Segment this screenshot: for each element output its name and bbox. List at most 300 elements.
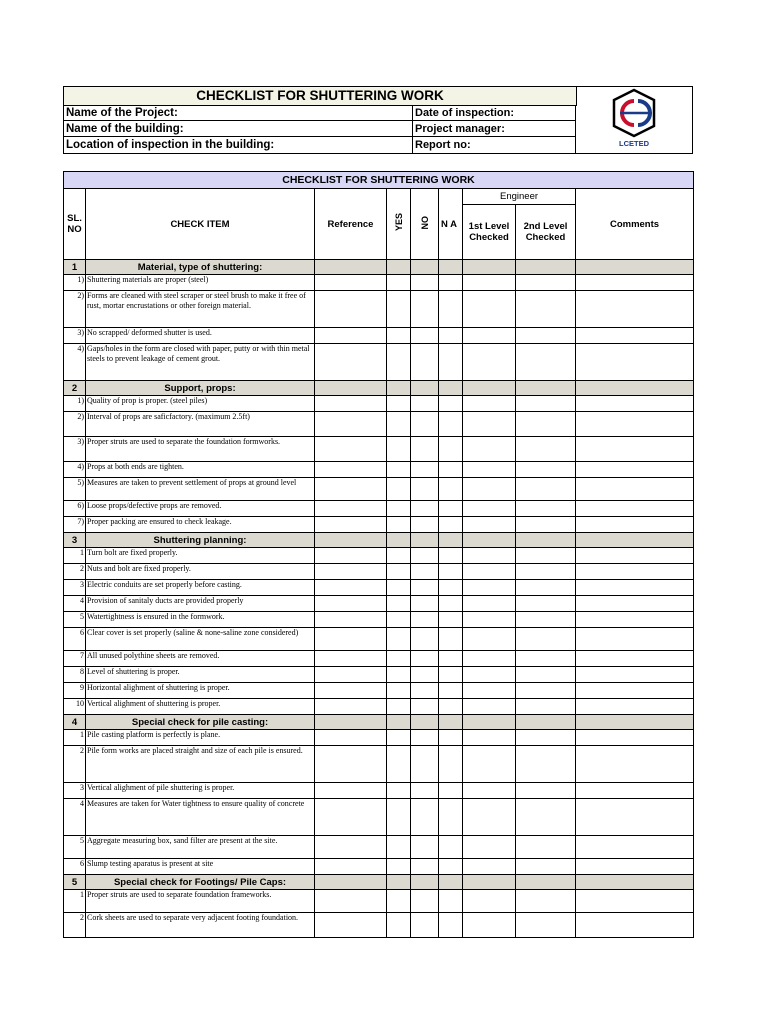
second-level-cell[interactable] bbox=[516, 836, 576, 859]
comments-cell[interactable] bbox=[576, 412, 694, 437]
section-row bbox=[64, 533, 694, 548]
no-cell[interactable] bbox=[411, 730, 439, 746]
reference-cell[interactable] bbox=[315, 667, 387, 683]
checklist-row bbox=[64, 412, 694, 437]
reference-cell[interactable] bbox=[315, 396, 387, 412]
comments-cell[interactable] bbox=[576, 730, 694, 746]
checklist-row bbox=[64, 437, 694, 462]
comments-cell[interactable] bbox=[576, 291, 694, 328]
na-cell[interactable] bbox=[439, 548, 463, 564]
check-item-text: Cork sheets are used to separate very adjacent footing foundation. bbox=[86, 913, 315, 938]
second-level-cell[interactable] bbox=[516, 437, 576, 462]
section-blank-cell bbox=[463, 533, 516, 548]
no-cell[interactable] bbox=[411, 275, 439, 291]
header-row-location bbox=[64, 137, 576, 153]
first-level-cell[interactable] bbox=[463, 291, 516, 328]
item-number: 7) bbox=[64, 517, 86, 533]
reference-cell[interactable] bbox=[315, 890, 387, 913]
section-blank-cell bbox=[411, 381, 439, 396]
reference-cell[interactable] bbox=[315, 683, 387, 699]
checklist-row bbox=[64, 799, 694, 836]
comments-cell[interactable] bbox=[576, 344, 694, 381]
second-level-cell[interactable] bbox=[516, 746, 576, 783]
comments-cell[interactable] bbox=[576, 699, 694, 715]
first-level-cell[interactable] bbox=[463, 564, 516, 580]
checklist-row bbox=[64, 859, 694, 875]
section-blank-cell bbox=[576, 381, 694, 396]
checklist-row bbox=[64, 667, 694, 683]
checklist-row bbox=[64, 612, 694, 628]
na-cell[interactable] bbox=[439, 564, 463, 580]
no-cell[interactable] bbox=[411, 396, 439, 412]
comments-cell[interactable] bbox=[576, 564, 694, 580]
comments-cell[interactable] bbox=[576, 890, 694, 913]
comments-cell[interactable] bbox=[576, 517, 694, 533]
item-number: 6) bbox=[64, 501, 86, 517]
reference-cell[interactable] bbox=[315, 291, 387, 328]
check-item-text: Shuttering materials are proper (steel) bbox=[86, 275, 315, 291]
no-cell[interactable] bbox=[411, 501, 439, 517]
reference-cell[interactable] bbox=[315, 501, 387, 517]
first-level-cell[interactable] bbox=[463, 783, 516, 799]
comments-cell[interactable] bbox=[576, 628, 694, 651]
reference-cell[interactable] bbox=[315, 462, 387, 478]
na-cell[interactable] bbox=[439, 275, 463, 291]
yes-cell[interactable] bbox=[387, 564, 411, 580]
yes-cell[interactable] bbox=[387, 291, 411, 328]
yes-cell[interactable] bbox=[387, 344, 411, 381]
col-first-level: 1st Level Checked bbox=[463, 205, 516, 260]
col-second-level: 2nd Level Checked bbox=[516, 205, 576, 260]
col-yes-label: YES bbox=[393, 213, 404, 232]
section-row bbox=[64, 715, 694, 730]
first-level-cell[interactable] bbox=[463, 548, 516, 564]
second-level-cell[interactable] bbox=[516, 799, 576, 836]
check-item-text: Pile casting platform is perfectly is plane. bbox=[86, 730, 315, 746]
section-blank-cell bbox=[463, 875, 516, 890]
second-level-cell[interactable] bbox=[516, 612, 576, 628]
yes-cell[interactable] bbox=[387, 683, 411, 699]
check-item-text: Proper packing are ensured to check leakage. bbox=[86, 517, 315, 533]
yes-cell[interactable] bbox=[387, 859, 411, 875]
yes-cell[interactable] bbox=[387, 478, 411, 501]
yes-cell[interactable] bbox=[387, 462, 411, 478]
col-na: N A bbox=[439, 189, 463, 260]
yes-cell[interactable] bbox=[387, 730, 411, 746]
item-number: 4 bbox=[64, 799, 86, 836]
col-engineer: Engineer bbox=[463, 189, 576, 205]
first-level-cell[interactable] bbox=[463, 437, 516, 462]
comments-cell[interactable] bbox=[576, 580, 694, 596]
reference-cell[interactable] bbox=[315, 628, 387, 651]
first-level-cell[interactable] bbox=[463, 328, 516, 344]
reference-cell[interactable] bbox=[315, 612, 387, 628]
first-level-cell[interactable] bbox=[463, 517, 516, 533]
second-level-cell[interactable] bbox=[516, 890, 576, 913]
yes-cell[interactable] bbox=[387, 437, 411, 462]
item-number: 4) bbox=[64, 344, 86, 381]
no-cell[interactable] bbox=[411, 783, 439, 799]
section-number: 2 bbox=[64, 381, 86, 396]
item-number: 3 bbox=[64, 783, 86, 799]
na-cell[interactable] bbox=[439, 628, 463, 651]
first-level-cell[interactable] bbox=[463, 478, 516, 501]
section-blank-cell bbox=[576, 533, 694, 548]
first-level-cell[interactable] bbox=[463, 699, 516, 715]
na-cell[interactable] bbox=[439, 344, 463, 381]
no-cell[interactable] bbox=[411, 291, 439, 328]
first-level-cell[interactable] bbox=[463, 628, 516, 651]
item-number: 2 bbox=[64, 913, 86, 938]
section-blank-cell bbox=[439, 381, 463, 396]
item-number: 4) bbox=[64, 462, 86, 478]
na-cell[interactable] bbox=[439, 913, 463, 938]
first-level-cell[interactable] bbox=[463, 799, 516, 836]
check-item-text: Gaps/holes in the form are closed with paper, putty or with thin metal steels to prevent leakage of cement grout. bbox=[86, 344, 315, 381]
second-level-cell[interactable] bbox=[516, 699, 576, 715]
checklist-row bbox=[64, 628, 694, 651]
comments-cell[interactable] bbox=[576, 612, 694, 628]
first-level-cell[interactable] bbox=[463, 890, 516, 913]
col-no bbox=[411, 189, 439, 260]
check-item-text: Watertightness is ensured in the formwork. bbox=[86, 612, 315, 628]
second-level-cell[interactable] bbox=[516, 478, 576, 501]
section-blank-cell bbox=[315, 260, 387, 275]
no-cell[interactable] bbox=[411, 699, 439, 715]
first-level-cell[interactable] bbox=[463, 913, 516, 938]
item-number: 9 bbox=[64, 683, 86, 699]
comments-cell[interactable] bbox=[576, 746, 694, 783]
na-cell[interactable] bbox=[439, 651, 463, 667]
section-blank-cell bbox=[463, 260, 516, 275]
section-blank-cell bbox=[387, 381, 411, 396]
section-blank-cell bbox=[576, 875, 694, 890]
check-item-text: Measures are taken for Water tightness to ensure quality of concrete bbox=[86, 799, 315, 836]
header-box bbox=[63, 86, 693, 154]
second-level-cell[interactable] bbox=[516, 730, 576, 746]
comments-cell[interactable] bbox=[576, 501, 694, 517]
second-level-cell[interactable] bbox=[516, 913, 576, 938]
reference-cell[interactable] bbox=[315, 746, 387, 783]
second-level-cell[interactable] bbox=[516, 501, 576, 517]
reference-cell[interactable] bbox=[315, 836, 387, 859]
no-cell[interactable] bbox=[411, 328, 439, 344]
reference-cell[interactable] bbox=[315, 799, 387, 836]
second-level-cell[interactable] bbox=[516, 328, 576, 344]
reference-cell[interactable] bbox=[315, 437, 387, 462]
section-blank-cell bbox=[439, 715, 463, 730]
yes-cell[interactable] bbox=[387, 628, 411, 651]
checklist-row bbox=[64, 478, 694, 501]
reference-cell[interactable] bbox=[315, 596, 387, 612]
checklist-row bbox=[64, 275, 694, 291]
section-blank-cell bbox=[387, 715, 411, 730]
comments-cell[interactable] bbox=[576, 683, 694, 699]
no-cell[interactable] bbox=[411, 628, 439, 651]
no-cell[interactable] bbox=[411, 548, 439, 564]
yes-cell[interactable] bbox=[387, 596, 411, 612]
first-level-cell[interactable] bbox=[463, 344, 516, 381]
second-level-cell[interactable] bbox=[516, 291, 576, 328]
checklist-row bbox=[64, 548, 694, 564]
first-level-cell[interactable] bbox=[463, 412, 516, 437]
date-of-inspection-label: Date of inspection: bbox=[412, 105, 576, 121]
second-level-cell[interactable] bbox=[516, 859, 576, 875]
item-number: 7 bbox=[64, 651, 86, 667]
reference-cell[interactable] bbox=[315, 328, 387, 344]
first-level-cell[interactable] bbox=[463, 651, 516, 667]
yes-cell[interactable] bbox=[387, 651, 411, 667]
comments-cell[interactable] bbox=[576, 913, 694, 938]
no-cell[interactable] bbox=[411, 580, 439, 596]
project-manager-label: Project manager: bbox=[412, 121, 576, 137]
na-cell[interactable] bbox=[439, 612, 463, 628]
section-title: Special check for pile casting: bbox=[86, 715, 315, 730]
yes-cell[interactable] bbox=[387, 836, 411, 859]
check-item-text: Horizontal alighment of shuttering is proper. bbox=[86, 683, 315, 699]
yes-cell[interactable] bbox=[387, 517, 411, 533]
comments-cell[interactable] bbox=[576, 328, 694, 344]
checklist-row bbox=[64, 291, 694, 328]
reference-cell[interactable] bbox=[315, 859, 387, 875]
yes-cell[interactable] bbox=[387, 890, 411, 913]
yes-cell[interactable] bbox=[387, 548, 411, 564]
comments-cell[interactable] bbox=[576, 783, 694, 799]
checklist-row bbox=[64, 564, 694, 580]
check-item-text: All unused polythine sheets are removed. bbox=[86, 651, 315, 667]
na-cell[interactable] bbox=[439, 667, 463, 683]
comments-cell[interactable] bbox=[576, 462, 694, 478]
comments-cell[interactable] bbox=[576, 275, 694, 291]
second-level-cell[interactable] bbox=[516, 517, 576, 533]
na-cell[interactable] bbox=[439, 699, 463, 715]
item-number: 4 bbox=[64, 596, 86, 612]
no-cell[interactable] bbox=[411, 478, 439, 501]
na-cell[interactable] bbox=[439, 683, 463, 699]
na-cell[interactable] bbox=[439, 890, 463, 913]
comments-cell[interactable] bbox=[576, 396, 694, 412]
check-item-text: Quality of prop is proper. (steel piles) bbox=[86, 396, 315, 412]
second-level-cell[interactable] bbox=[516, 783, 576, 799]
no-cell[interactable] bbox=[411, 412, 439, 437]
item-number: 5 bbox=[64, 612, 86, 628]
section-row bbox=[64, 381, 694, 396]
section-blank-cell bbox=[387, 533, 411, 548]
yes-cell[interactable] bbox=[387, 275, 411, 291]
na-cell[interactable] bbox=[439, 291, 463, 328]
check-item-text: Level of shuttering is proper. bbox=[86, 667, 315, 683]
section-blank-cell bbox=[315, 875, 387, 890]
reference-cell[interactable] bbox=[315, 412, 387, 437]
second-level-cell[interactable] bbox=[516, 548, 576, 564]
checklist-table bbox=[63, 171, 694, 938]
item-number: 1) bbox=[64, 275, 86, 291]
item-number: 10 bbox=[64, 699, 86, 715]
reference-cell[interactable] bbox=[315, 275, 387, 291]
no-cell[interactable] bbox=[411, 612, 439, 628]
reference-cell[interactable] bbox=[315, 548, 387, 564]
table-title-row bbox=[64, 172, 694, 189]
no-cell[interactable] bbox=[411, 683, 439, 699]
item-number: 2) bbox=[64, 412, 86, 437]
na-cell[interactable] bbox=[439, 462, 463, 478]
na-cell[interactable] bbox=[439, 412, 463, 437]
yes-cell[interactable] bbox=[387, 799, 411, 836]
na-cell[interactable] bbox=[439, 396, 463, 412]
reference-cell[interactable] bbox=[315, 699, 387, 715]
reference-cell[interactable] bbox=[315, 651, 387, 667]
reference-cell[interactable] bbox=[315, 783, 387, 799]
comments-cell[interactable] bbox=[576, 667, 694, 683]
check-item-text: Provision of sanitaly ducts are provided properly bbox=[86, 596, 315, 612]
second-level-cell[interactable] bbox=[516, 462, 576, 478]
section-blank-cell bbox=[576, 715, 694, 730]
second-level-cell[interactable] bbox=[516, 667, 576, 683]
yes-cell[interactable] bbox=[387, 699, 411, 715]
first-level-cell[interactable] bbox=[463, 667, 516, 683]
reference-cell[interactable] bbox=[315, 344, 387, 381]
comments-cell[interactable] bbox=[576, 596, 694, 612]
check-item-text: Turn bolt are fixed properly. bbox=[86, 548, 315, 564]
col-check-item: CHECK ITEM bbox=[86, 189, 315, 260]
na-cell[interactable] bbox=[439, 437, 463, 462]
building-name-label: Name of the building: bbox=[66, 123, 184, 135]
check-item-text: Interval of props are saficfactory. (maximum 2.5ft) bbox=[86, 412, 315, 437]
no-cell[interactable] bbox=[411, 344, 439, 381]
checklist-row bbox=[64, 890, 694, 913]
item-number: 3) bbox=[64, 328, 86, 344]
yes-cell[interactable] bbox=[387, 396, 411, 412]
section-blank-cell bbox=[411, 875, 439, 890]
no-cell[interactable] bbox=[411, 913, 439, 938]
first-level-cell[interactable] bbox=[463, 501, 516, 517]
yes-cell[interactable] bbox=[387, 746, 411, 783]
checklist-row bbox=[64, 836, 694, 859]
check-item-text: No scrapped/ deformed shutter is used. bbox=[86, 328, 315, 344]
na-cell[interactable] bbox=[439, 799, 463, 836]
no-cell[interactable] bbox=[411, 564, 439, 580]
second-level-cell[interactable] bbox=[516, 412, 576, 437]
na-cell[interactable] bbox=[439, 580, 463, 596]
check-item-text: Electric conduits are set properly before casting. bbox=[86, 580, 315, 596]
second-level-cell[interactable] bbox=[516, 596, 576, 612]
no-cell[interactable] bbox=[411, 667, 439, 683]
yes-cell[interactable] bbox=[387, 667, 411, 683]
first-level-cell[interactable] bbox=[463, 836, 516, 859]
reference-cell[interactable] bbox=[315, 517, 387, 533]
second-level-cell[interactable] bbox=[516, 580, 576, 596]
item-number: 3 bbox=[64, 580, 86, 596]
na-cell[interactable] bbox=[439, 783, 463, 799]
comments-cell[interactable] bbox=[576, 548, 694, 564]
section-number: 3 bbox=[64, 533, 86, 548]
second-level-cell[interactable] bbox=[516, 344, 576, 381]
section-blank-cell bbox=[387, 260, 411, 275]
no-cell[interactable] bbox=[411, 462, 439, 478]
na-cell[interactable] bbox=[439, 746, 463, 783]
no-cell[interactable] bbox=[411, 517, 439, 533]
comments-cell[interactable] bbox=[576, 437, 694, 462]
second-level-cell[interactable] bbox=[516, 683, 576, 699]
yes-cell[interactable] bbox=[387, 612, 411, 628]
yes-cell[interactable] bbox=[387, 328, 411, 344]
no-cell[interactable] bbox=[411, 596, 439, 612]
first-level-cell[interactable] bbox=[463, 746, 516, 783]
second-level-cell[interactable] bbox=[516, 396, 576, 412]
check-item-text: Pile form works are placed straight and size of each pile is ensured. bbox=[86, 746, 315, 783]
reference-cell[interactable] bbox=[315, 564, 387, 580]
section-blank-cell bbox=[463, 381, 516, 396]
col-reference: Reference bbox=[315, 189, 387, 260]
checklist-row bbox=[64, 651, 694, 667]
check-item-text: Slump testing aparatus is present at site bbox=[86, 859, 315, 875]
comments-cell[interactable] bbox=[576, 799, 694, 836]
comments-cell[interactable] bbox=[576, 478, 694, 501]
reference-cell[interactable] bbox=[315, 478, 387, 501]
no-cell[interactable] bbox=[411, 890, 439, 913]
na-cell[interactable] bbox=[439, 836, 463, 859]
logo-icon bbox=[576, 87, 692, 139]
reference-cell[interactable] bbox=[315, 913, 387, 938]
na-cell[interactable] bbox=[439, 517, 463, 533]
comments-cell[interactable] bbox=[576, 836, 694, 859]
header-row-1 bbox=[64, 189, 694, 205]
section-blank-cell bbox=[516, 381, 576, 396]
no-cell[interactable] bbox=[411, 799, 439, 836]
second-level-cell[interactable] bbox=[516, 651, 576, 667]
na-cell[interactable] bbox=[439, 859, 463, 875]
checklist-row bbox=[64, 328, 694, 344]
reference-cell[interactable] bbox=[315, 580, 387, 596]
no-cell[interactable] bbox=[411, 651, 439, 667]
na-cell[interactable] bbox=[439, 478, 463, 501]
yes-cell[interactable] bbox=[387, 783, 411, 799]
item-number: 1 bbox=[64, 730, 86, 746]
first-level-cell[interactable] bbox=[463, 580, 516, 596]
comments-cell[interactable] bbox=[576, 859, 694, 875]
section-blank-cell bbox=[315, 715, 387, 730]
col-comments: Comments bbox=[576, 189, 694, 260]
no-cell[interactable] bbox=[411, 859, 439, 875]
second-level-cell[interactable] bbox=[516, 628, 576, 651]
first-level-cell[interactable] bbox=[463, 859, 516, 875]
first-level-cell[interactable] bbox=[463, 396, 516, 412]
comments-cell[interactable] bbox=[576, 651, 694, 667]
na-cell[interactable] bbox=[439, 501, 463, 517]
yes-cell[interactable] bbox=[387, 501, 411, 517]
no-cell[interactable] bbox=[411, 437, 439, 462]
yes-cell[interactable] bbox=[387, 580, 411, 596]
yes-cell[interactable] bbox=[387, 412, 411, 437]
first-level-cell[interactable] bbox=[463, 596, 516, 612]
first-level-cell[interactable] bbox=[463, 612, 516, 628]
yes-cell[interactable] bbox=[387, 913, 411, 938]
section-blank-cell bbox=[439, 533, 463, 548]
first-level-cell[interactable] bbox=[463, 462, 516, 478]
na-cell[interactable] bbox=[439, 328, 463, 344]
second-level-cell[interactable] bbox=[516, 564, 576, 580]
na-cell[interactable] bbox=[439, 730, 463, 746]
reference-cell[interactable] bbox=[315, 730, 387, 746]
no-cell[interactable] bbox=[411, 746, 439, 783]
second-level-cell[interactable] bbox=[516, 275, 576, 291]
first-level-cell[interactable] bbox=[463, 730, 516, 746]
first-level-cell[interactable] bbox=[463, 275, 516, 291]
col-yes bbox=[387, 189, 411, 260]
na-cell[interactable] bbox=[439, 596, 463, 612]
first-level-cell[interactable] bbox=[463, 683, 516, 699]
no-cell[interactable] bbox=[411, 836, 439, 859]
